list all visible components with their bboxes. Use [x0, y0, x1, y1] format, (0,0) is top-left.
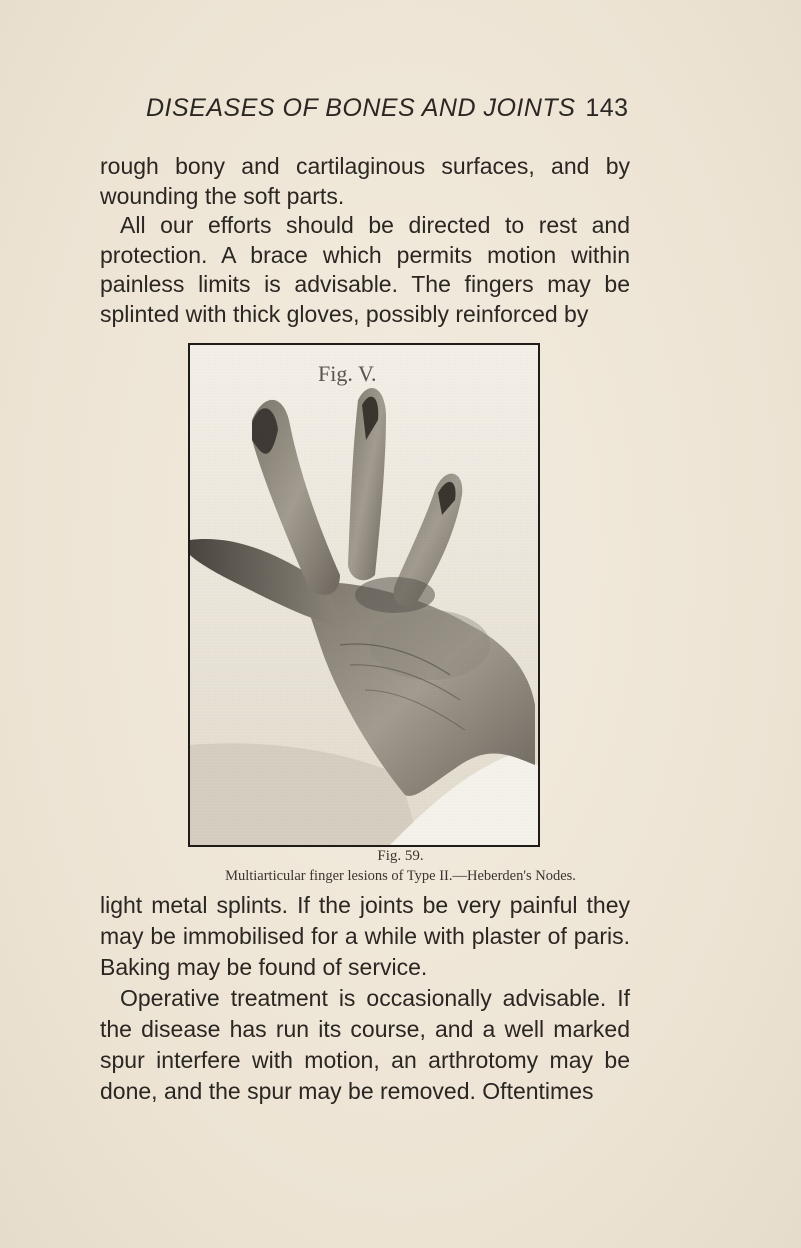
page-number: 143	[585, 94, 629, 122]
paragraph: rough bony and cartilaginous surfaces, and by wounding the soft parts.	[100, 153, 630, 209]
paragraph: light metal splints. If the joints be very painful they may be immobilised for a while with plaster of paris. Baking may be found of service.	[100, 892, 630, 980]
figure-number: Fig. 59.	[377, 848, 424, 864]
figure-photograph	[188, 343, 540, 847]
paragraph: All our efforts should be directed to rest and protection. A brace which permits motion within painless limits is advisable. The fingers may be splinted with thick gloves, possibly reinforced by	[100, 212, 630, 327]
paragraph: Operative treatment is occasionally advisable. If the disease has run its course, and a well marked spur interfere with motion, an arthrotomy may be done, and the spur may be removed. Oftentimes	[100, 985, 630, 1104]
body-text-bottom	[100, 890, 630, 1107]
body-text-top	[100, 152, 630, 329]
running-head-title: DISEASES OF BONES AND JOINTS	[146, 94, 576, 122]
running-head	[146, 94, 666, 123]
hand-photograph	[190, 345, 538, 845]
figure-caption: Multiarticular finger lesions of Type II.—Heberden's Nodes.	[225, 868, 576, 884]
